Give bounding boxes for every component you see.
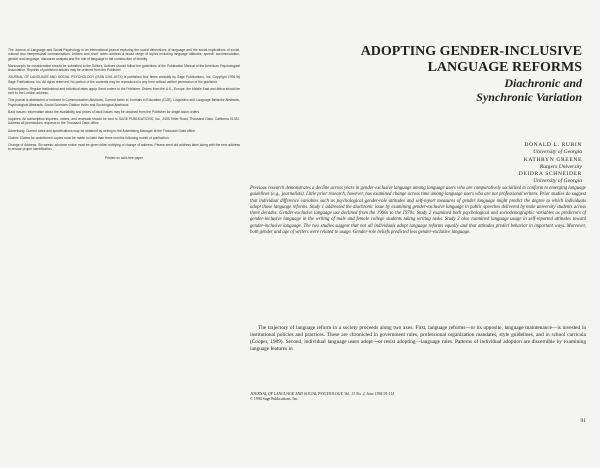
author-block-2 [382, 157, 582, 170]
title-line-1: ADOPTING GENDER-INCLUSIVE [360, 44, 582, 59]
footer-journal-line: JOURNAL OF LANGUAGE AND SOCIAL PSYCHOLOGY, Vol. 13 No. 2, June 1994 91-114 [250, 392, 395, 396]
author-name: DEIDRA SCHNEIDER [518, 171, 582, 177]
author-name: KATHRYN GREENE [523, 157, 582, 163]
article-title [332, 44, 582, 75]
manuscript-guidelines: Manuscripts for consideration should be submitted to the Editors. Authors should follow the guidelines of the Publication Manual of the American Psychological Association. Reprints of published articles may be ordered from the Publisher. [8, 63, 240, 72]
author-affiliation: Rutgers University [539, 163, 582, 170]
author-block-1 [382, 142, 582, 155]
author-affiliation: University of Georgia [533, 177, 582, 184]
subscriptions-notice: Subscriptions: Regular institutional and individual rates apply. Send orders to the Publisher. Orders from the U.K., Europe, the Middle East and Africa should be sent to the London address. [8, 86, 240, 95]
indexing-notice: This journal is abstracted or indexed in Communication Abstracts, Current Index to Journals in Education (CIJE), Linguistics and Language Behavior Abstracts, Psychological Abstracts, Social Sciences Citation Index and Sociological Abstracts. [8, 98, 240, 107]
subtitle-line-2: Synchronic Variation [476, 90, 582, 104]
journal-description: The Journal of Language and Social Psychology is an international journal exploring the social dimensions of language and the social implications of social, cultural and interpersonal communication. Articles and short notes address a broad range of topics including language attitudes, speech accommodation, gender and language, discourse analysis and the role of language in the construction of identity. [8, 48, 240, 61]
author-name: DONALD L. RUBIN [524, 142, 582, 148]
advertising-notice: Advertising: Current rates and specifications may be obtained by writing to the Advertising Manager at the Thousand Oaks office. [8, 128, 196, 133]
acid-free-note: Printed on acid-free paper [104, 155, 144, 160]
inquiries-notice: Inquiries: All subscription inquiries, orders, and renewals should be sent to SAGE PUBLICATIONS, Inc., 2455 Teller Road, Thousand Oaks, California 91320. Address all permissions requests to the Thousand Oaks office. [8, 117, 240, 126]
author-block-3 [382, 171, 582, 184]
page-number: 91 [580, 418, 586, 424]
copyright-column [8, 48, 240, 163]
article-subtitle [332, 76, 582, 104]
title-line-2: LANGUAGE REFORMS [427, 59, 582, 75]
claims-notice: Claims: Claims for undelivered copies must be made no later than three months following month of publication. [8, 135, 170, 140]
body-paragraph: The trajectory of language reform in a society proceeds along two axes. First, language reforms—or its opposite, language maintenance—is invested in institutional policies and practices. These are chronicled in government rules, professional organization mandates, style guidelines, and in school curricula (Cooper, 1989). Second, individual language users adopt—or resist adopting—language rules. Patterns of individual adoption are discernible by examining language features in [250, 325, 586, 352]
author-affiliation: University of Georgia [533, 148, 582, 155]
abstract: Previous research demonstrates a decline across years in gender-exclusive language among language users who are comparatively socialized to conform to emerging language guidelines (e.g., journalists). Little prior research, however, has examined change across time among language users who are not professional writers. Prior studies do suggest that individual difference variables such as psychological gender-role attitudes and self-report measures of gender language might predict the degree to which individuals adopt those language reforms. Study 1 addressed the diachronic issue by examining gender-exclusive language in public speeches delivered by male university students across three decades. Gender-exclusive language use declined from the 1960s to the 1970s. Study 2 examined both psychological and sociodemographic variables as predictors of gender-inclusive language in the writing of male and female college students taking writing tasks. Study 2 also examined language usage in self-reported attitudes toward gender-inclusive language. The two studies suggest that not all individuals adopt language reforms equally and that attitudes predict behavior in important ways. Moreover, both gender and age of writers were related to usage. Gender-role beliefs predicted less gender-exclusive language. [250, 186, 586, 236]
footer-copyright: © 1994 Sage Publications, Inc. [250, 397, 299, 401]
publication-notice: JOURNAL OF LANGUAGE AND SOCIAL PSYCHOLOGY (ISSN 0261-927X) is published four times annually by Sage Publications, Inc. Copyright 1994 by Sage Publications, Inc. All rights reserved. No portion of the contents may be reproduced in any form without written permission of the publisher. [8, 75, 240, 84]
back-issues-notice: Back Issues: Information about the availability and prices of back issues may be obtained from the Publisher for single-issue orders. [8, 109, 201, 114]
journal-footer [250, 392, 586, 402]
change-of-address-notice: Change of Address: Six weeks' advance notice must be given when notifying of change of address. Please send old address label along with the new address to ensure proper identification. [8, 143, 240, 152]
subtitle-line-1: Diachronic and [504, 76, 582, 90]
